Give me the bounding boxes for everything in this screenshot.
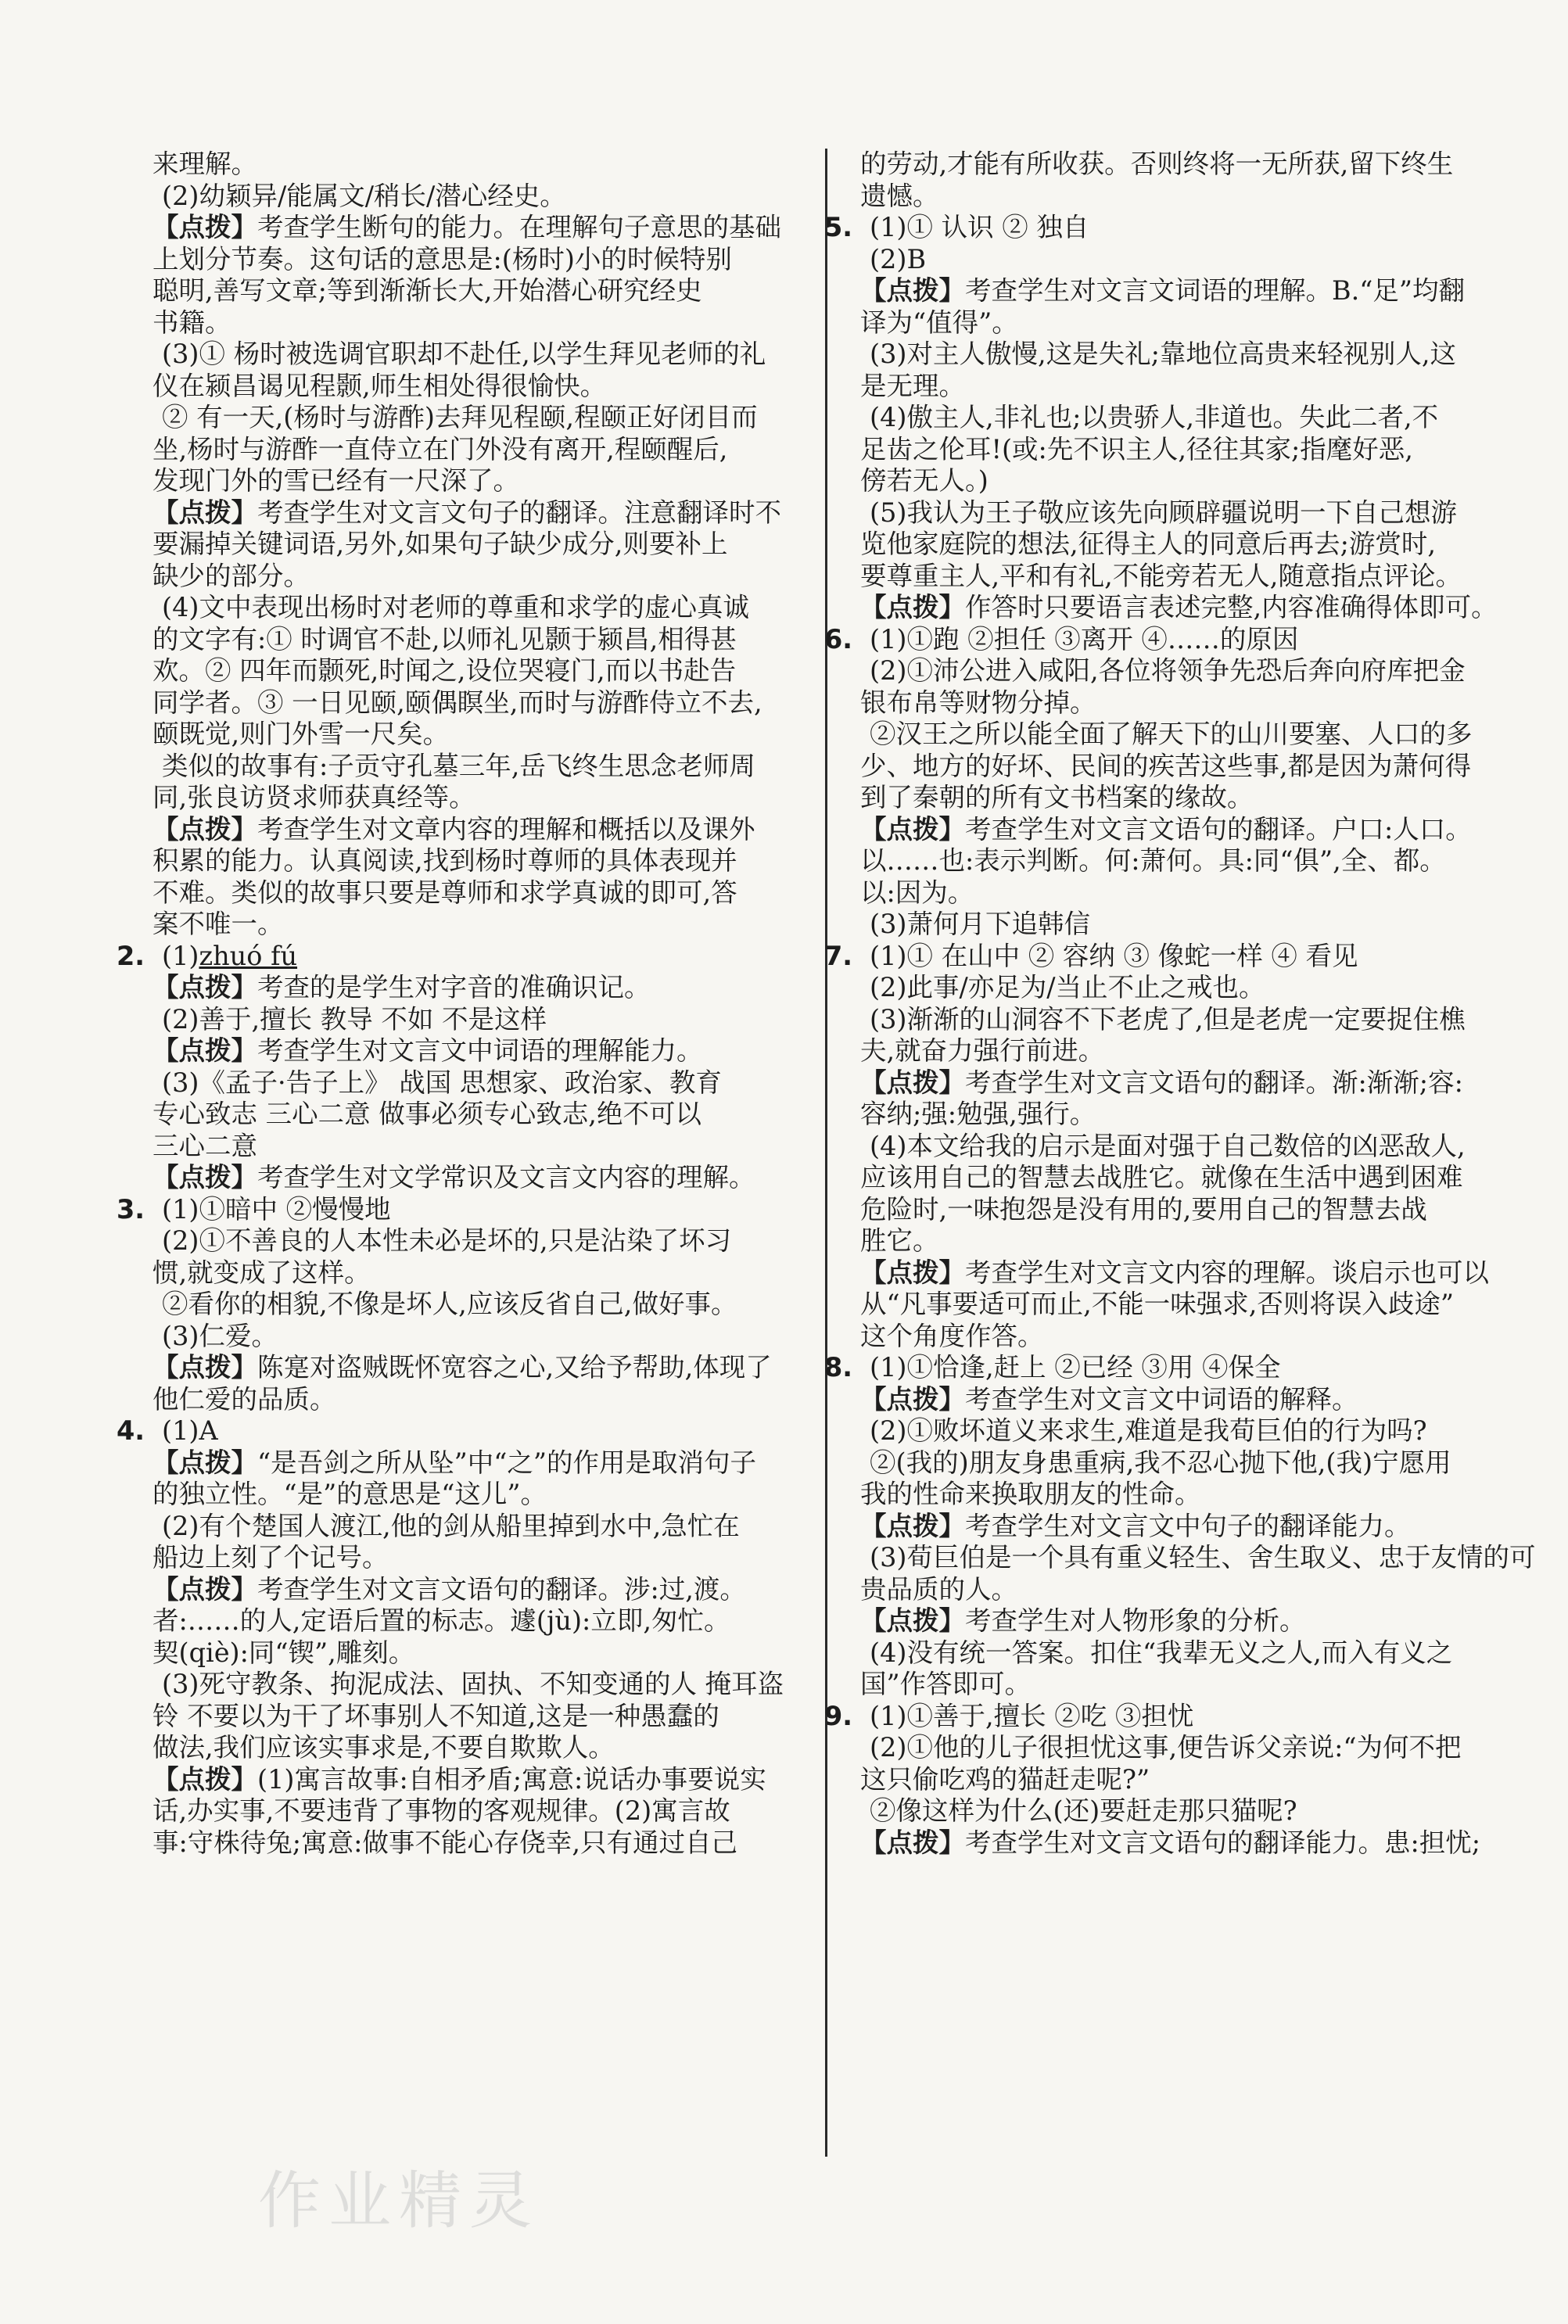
text-line (152, 371, 802, 403)
text-line (152, 465, 802, 497)
line-text: (2)①不善良的人本性未必是坏的,只是沾染了坏习 (162, 1225, 732, 1256)
text-line (860, 751, 1509, 783)
line-text: 应该用自己的智慧去战胜它。就像在生活中遇到困难 (860, 1162, 1463, 1192)
text-line (152, 529, 802, 561)
hint-line (152, 1574, 802, 1606)
line-text: 话,办实事,不要违背了事物的客观规律。(2)寓言故 (152, 1795, 730, 1826)
line-text: 做法,我们应该实事求是,不要自欺欺人。 (152, 1732, 615, 1763)
question-number: 5. (824, 212, 853, 242)
hint-text: 考查学生对文章内容的理解和概括以及课外 (257, 813, 755, 845)
line-text: 惯,就变成了这样。 (152, 1257, 371, 1288)
text-line (152, 1257, 802, 1289)
line-text: (2)①败坏道义来求生,难道是我荀巨伯的行为吗? (870, 1415, 1427, 1446)
hint-line (152, 1447, 802, 1479)
hint-label: 【点拨】 (860, 813, 965, 845)
line-text: 坐,杨时与游酢一直侍立在门外没有离开,程颐醒后, (152, 433, 728, 464)
line-text: ②汉王之所以能全面了解天下的山川要塞、人口的多 (870, 719, 1473, 749)
text-line (860, 1289, 1509, 1321)
text-line (860, 1321, 1509, 1353)
hint-label: 【点拨】 (860, 592, 965, 622)
line-text: 聪明,善写文章;等到渐渐长大,开始潜心研究经史 (152, 275, 702, 306)
text-line (152, 275, 802, 307)
line-text: 案不唯一。 (152, 909, 284, 939)
line-text: (2)B (870, 243, 927, 274)
text-line (860, 371, 1509, 403)
line-text: 的文字有:① 时调官不赴,以师礼见颢于颍昌,相得甚 (152, 623, 737, 655)
text-line (152, 1384, 802, 1416)
hint-text: 考查学生对文言文语句的翻译。户口:人口。 (965, 813, 1472, 845)
line-text: (3)荀巨伯是一个具有重义轻生、舍生取义、忠于友情的可 (870, 1542, 1536, 1573)
line-text: 欢。② 四年而颢死,时闻之,设位哭寝门,而以书赴告 (152, 655, 737, 686)
text-line (860, 972, 1509, 1004)
hint-line (152, 212, 802, 244)
hint-label: 【点拨】 (152, 1352, 257, 1383)
hint-line (860, 1067, 1509, 1099)
hint-text: 考查学生对文言文中词语的理解能力。 (257, 1035, 703, 1066)
text-line (152, 149, 802, 181)
line-text: 仪在颍昌谒见程颢,师生相处得很愉快。 (152, 370, 607, 401)
text-line (152, 751, 802, 783)
hint-text: 考查学生对人物形象的分析。 (965, 1605, 1306, 1636)
line-text: (2)善于,擅长 教导 不如 不是这样 (162, 1003, 547, 1035)
text-line (152, 1225, 802, 1257)
line-text: 他仁爱的品质。 (152, 1383, 336, 1415)
hint-label: 【点拨】 (152, 1447, 257, 1478)
hint-line (860, 1605, 1509, 1637)
line-text: (2)①他的儿子很担忧这事,便告诉父亲说:“为何不把 (870, 1732, 1462, 1763)
hint-text: “是吾剑之所从坠”中“之”的作用是取消句子 (257, 1447, 757, 1478)
text-line (860, 1732, 1509, 1764)
text-line (152, 1511, 802, 1543)
line-text: 览他家庭院的想法,征得主人的同意后再去;游赏时, (860, 529, 1437, 559)
line-text: 船边上刻了个记号。 (152, 1542, 389, 1573)
line-text: (4)傲主人,非礼也;以贵骄人,非道也。失此二者,不 (870, 402, 1439, 432)
hint-label: 【点拨】 (152, 1763, 257, 1795)
text-line (152, 719, 802, 751)
text-line (860, 1764, 1509, 1796)
text-line (152, 1099, 802, 1131)
question-text: (1)A (162, 1415, 218, 1446)
line-text: (3)萧何月下追韩信 (870, 909, 1090, 939)
hint-label: 【点拨】 (152, 1162, 257, 1192)
text-line (152, 909, 802, 941)
hint-line (152, 1352, 802, 1384)
text-line (152, 181, 802, 213)
hint-text: 考查学生对文学常识及文言文内容的理解。 (257, 1162, 755, 1192)
line-text: (4)本文给我的启示是面对强于自己数倍的凶恶敌人, (870, 1130, 1466, 1161)
text-line (152, 307, 802, 339)
line-text: 国”作答即可。 (860, 1669, 1032, 1699)
text-line (860, 529, 1509, 561)
line-text: 专心致志 三心二意 做事必须专心致志,绝不可以 (152, 1099, 701, 1129)
pinyin-answer: zhuó fú (199, 940, 298, 971)
hint-text: 考查学生对文言文中词语的解释。 (965, 1383, 1358, 1415)
line-text: (2)①沛公进入咸阳,各位将领争先恐后奔向府库把金 (870, 655, 1466, 686)
text-line (860, 845, 1509, 877)
text-line (152, 1542, 802, 1574)
question-text: (1)①跑 ②担任 ③离开 ④……的原因 (870, 623, 1299, 655)
text-line (152, 687, 802, 719)
text-line (860, 434, 1509, 466)
text-line (152, 1321, 802, 1353)
line-text: 书籍。 (152, 307, 231, 338)
hint-label: 【点拨】 (152, 497, 257, 528)
hint-label: 【点拨】 (860, 1383, 965, 1415)
line-text: 夫,就奋力强行前进。 (860, 1035, 1105, 1066)
line-text: (2)幼颖异/能属文/稍长/潜心经史。 (162, 180, 566, 211)
text-line (152, 1004, 802, 1036)
text-line (860, 1035, 1509, 1067)
line-text: 是无理。 (860, 370, 965, 401)
text-line (860, 307, 1509, 339)
text-line (152, 244, 802, 276)
line-text: (3)《孟子·告子上》 战国 思想家、政治家、教育 (162, 1067, 722, 1098)
line-text: 胜它。 (860, 1225, 939, 1256)
text-line (152, 339, 802, 371)
text-line (152, 845, 802, 877)
question-line (117, 940, 802, 973)
hint-line (152, 497, 802, 529)
line-text: 铃 不要以为干了坏事别人不知道,这是一种愚蠢的 (152, 1700, 719, 1731)
line-text: 不难。类似的故事只要是尊师和求学真诚的即可,答 (152, 877, 737, 908)
line-text: 容纳;强:勉强,强行。 (860, 1099, 1096, 1129)
text-line (152, 561, 802, 593)
line-text: 危险时,一味抱怨是没有用的,要用自己的智慧去战 (860, 1193, 1427, 1225)
question-line (824, 1700, 1509, 1733)
hint-label: 【点拨】 (152, 212, 257, 242)
text-line (860, 909, 1509, 941)
line-text: 从“凡事要适可而止,不能一味强求,否则将误入歧途” (860, 1289, 1455, 1319)
text-line (860, 465, 1509, 497)
question-line (824, 623, 1509, 656)
text-line (152, 1605, 802, 1637)
text-line (152, 782, 802, 814)
text-line (860, 719, 1509, 751)
line-text: 类似的故事有:子贡守孔墓三年,岳飞终生思念老师周 (162, 750, 755, 781)
hint-label: 【点拨】 (152, 972, 257, 1002)
left-column (117, 149, 802, 1859)
hint-label: 【点拨】 (860, 1257, 965, 1288)
line-text: 契(qiè):同“锲”,雕刻。 (152, 1637, 415, 1668)
question-text: (1)① 在山中 ② 容纳 ③ 像蛇一样 ④ 看见 (870, 940, 1358, 971)
line-text: 到了秦朝的所有文书档案的缘故。 (860, 782, 1254, 812)
text-line (860, 1131, 1509, 1163)
text-line (152, 1131, 802, 1163)
text-line (860, 655, 1509, 687)
line-text: 积累的能力。认真阅读,找到杨时尊师的具体表现并 (152, 845, 737, 876)
line-text: 傍若无人。) (860, 465, 989, 496)
text-line (860, 1415, 1509, 1447)
line-text: (2)有个楚国人渡江,他的剑从船里掉到水中,急忙在 (162, 1510, 740, 1541)
hint-text: 考查学生对文言文语句的翻译。渐:渐渐;容: (965, 1067, 1463, 1098)
question-number: 2. (117, 940, 145, 971)
text-line (860, 877, 1509, 909)
text-line (860, 497, 1509, 529)
hint-text: 考查的是学生对字音的准确识记。 (257, 972, 651, 1002)
line-text: (2)此事/亦足为/当止不止之戒也。 (870, 972, 1265, 1002)
text-line (152, 402, 802, 434)
question-text: (1)①恰逢,赶上 ②已经 ③用 ④保全 (870, 1352, 1281, 1383)
text-line (860, 1004, 1509, 1036)
text-line (860, 1669, 1509, 1701)
line-text: (3)仁爱。 (162, 1320, 278, 1351)
line-text: 的独立性。“是”的意思是“这儿”。 (152, 1479, 547, 1509)
line-text: 要尊重主人,平和有礼,不能旁若无人,随意指点评论。 (860, 560, 1462, 591)
hint-line (860, 1257, 1509, 1289)
text-line (860, 1099, 1509, 1131)
hint-label: 【点拨】 (860, 275, 965, 306)
line-text: 以……也:表示判断。何:萧何。具:同“俱”,全、都。 (860, 845, 1446, 876)
text-line (860, 1447, 1509, 1479)
text-line (152, 1827, 802, 1860)
text-line (860, 402, 1509, 434)
hint-label: 【点拨】 (152, 1573, 257, 1605)
text-line (860, 1637, 1509, 1669)
line-text: (3)对主人傲慢,这是失礼;靠地位高贵来轻视别人,这 (870, 339, 1457, 369)
column-divider (825, 149, 827, 2157)
text-line (860, 1574, 1509, 1606)
hint-line (152, 972, 802, 1004)
hint-label: 【点拨】 (152, 1035, 257, 1066)
text-line (152, 434, 802, 466)
text-line (860, 561, 1509, 593)
line-text: (3)死守教条、拘泥成法、固执、不知变通的人 掩耳盗 (162, 1669, 784, 1699)
line-text: (3)渐渐的山洞容不下老虎了,但是老虎一定要捉住樵 (870, 1003, 1466, 1035)
hint-line (152, 1764, 802, 1796)
line-text: 同,张良访贤求师获真经等。 (152, 782, 475, 812)
hint-line (860, 814, 1509, 846)
hint-line (152, 814, 802, 846)
hint-text: 考查学生对文言文内容的理解。谈启示也可以 (965, 1257, 1489, 1288)
line-text: (5)我认为王子敬应该先向顾辟疆说明一下自己想游 (870, 497, 1457, 528)
line-text: 以:因为。 (860, 877, 974, 908)
hint-label: 【点拨】 (860, 1067, 965, 1098)
right-column (824, 149, 1536, 1859)
line-text: 同学者。③ 一日见颐,颐偶瞑坐,而时与游酢侍立不去, (152, 687, 762, 718)
text-line (152, 624, 802, 656)
line-text: ② 有一天,(杨时与游酢)去拜见程颐,程颐正好闭目而 (162, 402, 758, 432)
hint-label: 【点拨】 (152, 813, 257, 845)
line-text: 者:……的人,定语后置的标志。遽(jù):立即,匆忙。 (152, 1605, 730, 1636)
text-line (152, 1067, 802, 1099)
hint-line (860, 275, 1509, 307)
hint-line (860, 1511, 1509, 1543)
text-line (152, 877, 802, 909)
question-text: (1)① 认识 ② 独自 (870, 212, 1089, 242)
line-text: 足齿之伦耳!(或:先不识主人,径往其家;指麾好恶, (860, 433, 1413, 464)
question-number: 6. (824, 623, 853, 655)
line-text: 的劳动,才能有所收获。否则终将一无所获,留下终生 (860, 149, 1454, 179)
text-line (860, 149, 1509, 181)
question-line (824, 212, 1509, 244)
text-line (860, 1542, 1536, 1574)
question-number: 3. (117, 1193, 145, 1225)
text-line (860, 1162, 1509, 1194)
line-text: 缺少的部分。 (152, 560, 310, 591)
hint-text: 陈寔对盗贼既怀宽容之心,又给予帮助,体现了 (257, 1352, 772, 1383)
hint-label: 【点拨】 (860, 1605, 965, 1636)
text-line (152, 655, 802, 687)
line-text: 三心二意 (152, 1130, 257, 1161)
question-text: (1) (162, 940, 199, 971)
line-text: (3)① 杨时被选调官职却不赴任,以学生拜见老师的礼 (162, 339, 766, 369)
line-text: 银布帛等财物分掉。 (860, 687, 1096, 718)
hint-label: 【点拨】 (860, 1510, 965, 1541)
line-text: 这个角度作答。 (860, 1320, 1044, 1351)
question-number: 4. (117, 1415, 145, 1446)
hint-line (152, 1035, 802, 1067)
text-line (860, 181, 1509, 213)
text-line (860, 1795, 1509, 1827)
line-text: 来理解。 (152, 149, 257, 179)
question-number: 7. (824, 940, 853, 971)
hint-text: (1)寓言故事:自相矛盾;寓意:说话办事要说实 (257, 1763, 766, 1795)
text-line (860, 1194, 1509, 1226)
hint-line (152, 1162, 802, 1194)
hint-line (860, 592, 1509, 624)
question-line (824, 940, 1509, 973)
text-line (152, 1637, 802, 1669)
question-line (824, 1352, 1509, 1384)
text-line (860, 782, 1509, 814)
question-line (117, 1415, 802, 1447)
text-line (860, 244, 1509, 276)
hint-text: 作答时只要语言表述完整,内容准确得体即可。 (965, 592, 1498, 622)
line-text: 我的性命来换取朋友的性命。 (860, 1479, 1201, 1509)
text-line (152, 1669, 802, 1701)
question-number: 8. (824, 1352, 853, 1383)
text-line (152, 1732, 802, 1764)
text-line (152, 1479, 802, 1511)
line-text: ②(我的)朋友身患重病,我不忍心抛下他,(我)宁愿用 (870, 1447, 1451, 1478)
text-line (860, 687, 1509, 719)
question-number: 9. (824, 1700, 853, 1731)
line-text: (4)没有统一答案。扣住“我辈无义之人,而入有义之 (870, 1637, 1453, 1668)
line-text: 要漏掉关键词语,另外,如果句子缺少成分,则要补上 (152, 529, 728, 559)
line-text: (4)文中表现出杨时对老师的尊重和求学的虚心真诚 (162, 592, 749, 622)
line-text: 事:守株待兔;寓意:做事不能心存侥幸,只有通过自己 (152, 1827, 738, 1858)
line-text: 遗憾。 (860, 180, 939, 211)
hint-text: 考查学生对文言文词语的理解。B.“足”均翻 (965, 275, 1466, 306)
line-text: 这只偷吃鸡的猫赶走呢?” (860, 1763, 1150, 1795)
hint-label: 【点拨】 (860, 1827, 965, 1858)
line-text: 颐既觉,则门外雪一尺矣。 (152, 719, 450, 749)
hint-text: 考查学生对文言文语句的翻译。涉:过,渡。 (257, 1573, 746, 1605)
watermark: 作业精灵 (258, 2164, 540, 2237)
line-text: 少、地方的好坏、民间的疾苦这些事,都是因为萧何得 (860, 750, 1472, 781)
hint-text: 考查学生对文言文语句的翻译能力。患:担忧; (965, 1827, 1481, 1858)
question-text: (1)①暗中 ②慢慢地 (162, 1193, 391, 1225)
text-line (152, 1795, 802, 1827)
text-line (860, 339, 1509, 371)
line-text: 发现门外的雪已经有一尺深了。 (152, 465, 519, 496)
text-line (860, 1479, 1509, 1511)
hint-text: 考查学生对文言文中句子的翻译能力。 (965, 1510, 1411, 1541)
text-line (152, 1701, 802, 1733)
question-text: (1)①善于,擅长 ②吃 ③担忧 (870, 1700, 1194, 1731)
hint-text: 考查学生对文言文句子的翻译。注意翻译时不 (257, 497, 781, 528)
hint-line (860, 1384, 1509, 1416)
hint-line (860, 1827, 1509, 1860)
line-text: ②看你的相貌,不像是坏人,应该反省自己,做好事。 (162, 1289, 737, 1319)
text-line (152, 592, 802, 624)
line-text: 译为“值得”。 (860, 307, 1018, 338)
line-text: ②像这样为什么(还)要赶走那只猫呢? (870, 1795, 1297, 1826)
line-text: 上划分节奏。这句话的意思是:(杨时)小的时候特别 (152, 243, 732, 274)
question-line (117, 1193, 802, 1226)
text-line (860, 1225, 1509, 1257)
hint-text: 考查学生断句的能力。在理解句子意思的基础 (257, 212, 781, 242)
text-line (152, 1289, 802, 1321)
line-text: 贵品质的人。 (860, 1573, 1017, 1605)
